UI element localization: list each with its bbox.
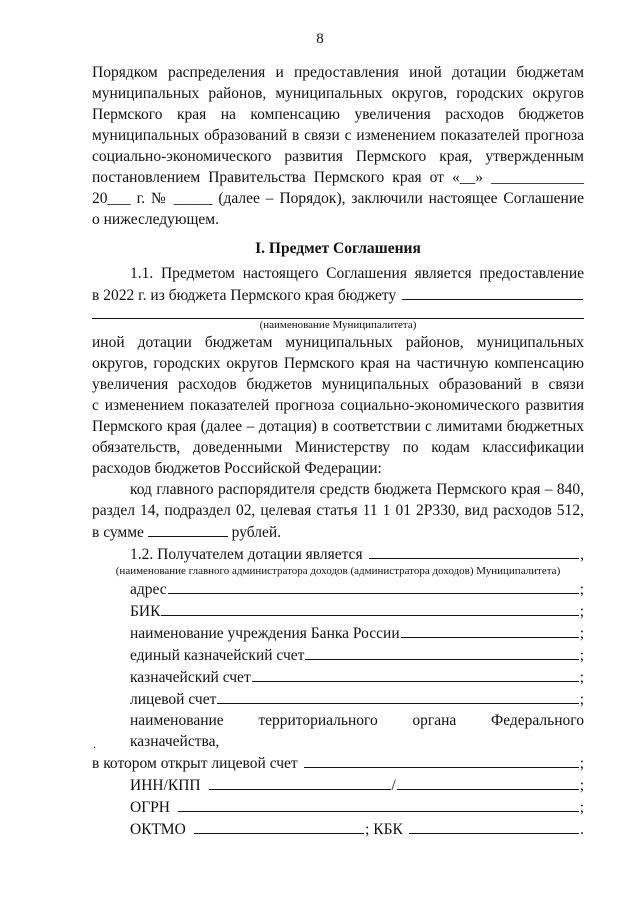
recipient-caption: (наименование главного администратора доходов (администратора доходов) Муниципалитета) <box>115 565 561 577</box>
field-ekc: единый казначейский счет ; <box>92 644 584 666</box>
tofk-blank <box>304 752 579 768</box>
p11-line: округов, городских округов Пермского края на частичную компенсацию <box>92 355 584 372</box>
bank-label: наименование учреждения Банка России <box>130 625 400 642</box>
field-ls: лицевой счет ; <box>92 688 584 710</box>
p11-code-line: код главного распорядителя средств бюджета Пермского края – 840, <box>130 481 584 498</box>
oktmo-label: ОКТМО <box>130 821 186 838</box>
sum-blank <box>148 521 228 537</box>
recipient-label: 1.2. Получателем дотации является <box>130 546 363 563</box>
field-bik: БИК ; <box>92 600 584 622</box>
p11-line: Пермского края (далее – дотация) в соответствии с лимитами бюджетных <box>92 418 584 435</box>
field-ks: казначейский счет ; <box>92 666 584 688</box>
sum-suffix: рублей. <box>231 524 282 541</box>
ls-blank <box>217 688 578 704</box>
p11-line: увеличения расходов бюджетов муниципальных образований в связи <box>92 376 584 393</box>
ekc-blank <box>305 644 578 660</box>
page-number: 8 <box>316 31 324 47</box>
address-blank <box>168 578 579 594</box>
bik-label: БИК <box>130 603 161 620</box>
field-bank: наименование учреждения Банка России ; <box>92 622 584 644</box>
ogrn-blank <box>178 796 579 812</box>
intro-line: Порядком распределения и предоставления иной дотации бюджетам <box>92 64 584 81</box>
p12-recipient-line: 1.2. Получателем дотации является , <box>92 543 584 565</box>
intro-line: постановлением Правительства Пермского края от «__» ____________ <box>92 169 584 186</box>
p11-code-line: раздел 14, подраздел 02, целевая статья 11 1 01 2Р330, вид расходов 512, <box>92 502 584 519</box>
recipient-blank <box>369 543 580 559</box>
p11-line: иной дотации бюджетам муниципальных районов, муниципальных <box>92 334 584 351</box>
intro-line: муниципальных образований в связи с изменением показателей прогноза <box>92 127 584 144</box>
field-ogrn: ОГРН ; <box>92 796 584 818</box>
section-title: I. Предмет Соглашения <box>255 240 421 257</box>
tofk-label: в котором открыт лицевой счет <box>92 755 298 772</box>
intro-line: о нижеследующем. <box>92 211 219 228</box>
inn-label: ИНН/КПП <box>130 777 201 794</box>
sum-prefix: в сумме <box>92 524 144 541</box>
kbk-label: ; КБК <box>365 821 403 838</box>
intro-line: социально-экономического развития Пермского края, утвержденным <box>92 148 584 165</box>
kpp-blank <box>397 774 579 790</box>
bik-blank <box>161 600 578 616</box>
inn-blank <box>209 774 391 790</box>
p11-line: обязательств, доведенными Министерству по кодам классификации <box>92 439 584 456</box>
p11-line: 1.1. Предметом настоящего Соглашения является предоставление <box>130 265 584 282</box>
ks-label: казначейский счет <box>130 669 251 686</box>
p11-line: с изменением показателей прогноза социально-экономического развития <box>92 397 584 414</box>
stray-mark: . <box>93 737 96 751</box>
document-body <box>92 62 584 840</box>
ks-blank <box>252 666 579 682</box>
p11-line <box>92 284 584 306</box>
bank-blank <box>401 622 579 638</box>
intro-line: муниципальных районов, муниципальных округов, городских округов <box>92 85 584 102</box>
intro-line: Пермского края на компенсацию увеличения расходов бюджетов <box>92 106 584 123</box>
municipality-blank <box>402 284 583 300</box>
intro-line: 20___ г. № _____ (далее – Порядок), заключили настоящее Соглашение <box>92 190 584 207</box>
tofk-line: наименование территориального органа Федерального казначейства, <box>130 712 584 750</box>
address-label: адрес <box>130 581 167 598</box>
p11-budget-prefix: в 2022 г. из бюджета Пермского края бюджету <box>92 287 397 304</box>
p11-sum-line <box>92 521 584 543</box>
ls-label: лицевой счет <box>130 691 217 708</box>
field-address: адрес ; <box>92 578 584 600</box>
oktmo-blank <box>194 818 364 834</box>
kbk-blank <box>409 818 579 834</box>
field-tofk: в котором открыт лицевой счет ; <box>92 752 584 774</box>
ogrn-label: ОГРН <box>130 799 170 816</box>
municipality-caption: (наименование Муниципалитета) <box>92 318 584 332</box>
field-oktmo-kbk: ОКТМО ; КБК . <box>92 818 584 840</box>
field-inn-kpp: ИНН/КПП / ; <box>92 774 584 796</box>
p11-line: расходов бюджетов Российской Федерации: <box>92 460 382 477</box>
ekc-label: единый казначейский счет <box>130 647 305 664</box>
